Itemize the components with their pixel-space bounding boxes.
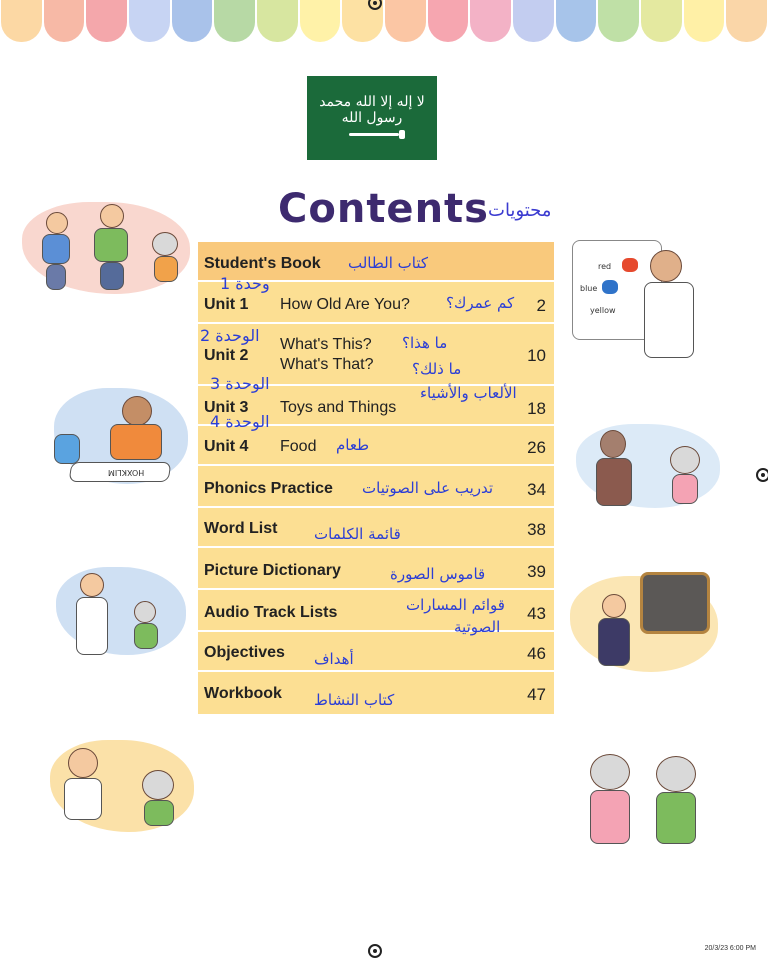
toc-row-workbook[interactable] bbox=[198, 672, 554, 714]
toc-title-arabic: كتاب الطالب bbox=[348, 254, 429, 272]
toc-title-arabic: طعام bbox=[336, 436, 370, 454]
board-label-blue: blue bbox=[580, 284, 598, 293]
toc-row-objectives[interactable] bbox=[198, 632, 554, 672]
page-number: 34 bbox=[527, 480, 546, 499]
page-number: 46 bbox=[527, 644, 546, 663]
toc-title: Phonics Practice bbox=[204, 480, 333, 497]
toc-title-arabic: الألعاب والأشياء bbox=[420, 384, 517, 402]
toc-title-arabic: قاموس الصورة bbox=[390, 565, 486, 583]
toc-title: Picture Dictionary bbox=[204, 562, 341, 579]
scallop bbox=[300, 0, 341, 42]
illustration-two-mice bbox=[568, 748, 718, 852]
registration-mark-icon bbox=[368, 944, 382, 958]
scallop bbox=[684, 0, 725, 42]
desk-label: HOXKLIM bbox=[108, 468, 145, 477]
page-number: 18 bbox=[527, 399, 546, 418]
scallop bbox=[598, 0, 639, 42]
page-number: 43 bbox=[527, 604, 546, 623]
illustration-boy-waving bbox=[50, 565, 190, 665]
scallop bbox=[428, 0, 469, 42]
page-number: 26 bbox=[527, 438, 546, 457]
unit-label: Unit 4 bbox=[204, 438, 249, 455]
sword-icon bbox=[349, 133, 399, 136]
toc-title-arabic: كتاب النشاط bbox=[314, 691, 395, 709]
scallop bbox=[257, 0, 298, 42]
scallop bbox=[470, 0, 511, 42]
saudi-flag bbox=[307, 76, 437, 160]
scallop bbox=[556, 0, 597, 42]
scallop bbox=[641, 0, 682, 42]
scallop bbox=[726, 0, 767, 42]
toc-title-arabic: أهداف bbox=[314, 650, 354, 668]
toc-title-arabic: ما هذا؟ bbox=[402, 334, 448, 352]
toc-title-arabic: قوائم المسارات bbox=[406, 596, 505, 614]
unit-label-arabic: الوحدة 3 bbox=[210, 374, 270, 393]
unit-label-arabic: الوحدة 4 bbox=[210, 412, 270, 431]
timestamp: 20/3/23 6:00 PM bbox=[704, 945, 756, 952]
toc-row-unit-4[interactable] bbox=[198, 412, 554, 466]
flag-script: لا إله إلا الله محمد رسول الله bbox=[319, 94, 425, 126]
toc-row-audio-track-lists[interactable] bbox=[198, 590, 554, 636]
toc-title: What's This? bbox=[280, 336, 372, 353]
board-label-yellow: yellow bbox=[590, 306, 616, 315]
registration-mark-icon bbox=[756, 468, 768, 482]
illustration-boy-drawing bbox=[40, 388, 190, 488]
toc-title-arabic: كم عمرك؟ bbox=[446, 294, 515, 312]
contents-table bbox=[198, 242, 554, 714]
toc-title-arabic-line-2: ما ذلك؟ bbox=[412, 360, 462, 378]
unit-label-arabic: الوحدة 2 bbox=[200, 326, 260, 345]
toc-row-phonics-practice[interactable] bbox=[198, 466, 554, 508]
page-number: 39 bbox=[527, 562, 546, 581]
toc-title: Objectives bbox=[204, 644, 285, 661]
illustration-kids-greeting bbox=[22, 196, 192, 300]
scallop bbox=[44, 0, 85, 42]
page-title-arabic: محتويات bbox=[488, 200, 552, 221]
page-number: 10 bbox=[527, 346, 546, 365]
toc-title: Toys and Things bbox=[280, 399, 397, 416]
toc-title: Food bbox=[280, 438, 317, 455]
toc-title-arabic: قائمة الكلمات bbox=[314, 525, 401, 543]
toc-title: How Old Are You? bbox=[280, 296, 410, 313]
unit-label: Unit 1 bbox=[204, 296, 249, 313]
illustration-boy-blackboard bbox=[570, 566, 720, 678]
scallop bbox=[1, 0, 42, 42]
page-number: 2 bbox=[536, 296, 546, 315]
toc-title: Student's Book bbox=[204, 255, 321, 272]
toc-title-line-2: What's That? bbox=[280, 356, 374, 373]
toc-title: Workbook bbox=[204, 685, 282, 702]
toc-row-picture-dictionary[interactable] bbox=[198, 548, 554, 590]
toc-title-arabic-line-2: الصوتية bbox=[454, 618, 501, 636]
unit-label: Unit 3 bbox=[204, 399, 249, 416]
toc-title-arabic: تدريب على الصوتيات bbox=[362, 479, 494, 497]
scallop bbox=[214, 0, 255, 42]
illustration-teacher-board bbox=[572, 232, 702, 360]
scallop bbox=[129, 0, 170, 42]
unit-label-arabic: وحدة 1 bbox=[220, 274, 270, 293]
toc-row-word-list[interactable] bbox=[198, 508, 554, 548]
page-title: Contents bbox=[278, 186, 489, 232]
scallop bbox=[172, 0, 213, 42]
toc-row-unit-1[interactable] bbox=[198, 274, 554, 324]
illustration-boy-and-mouse bbox=[46, 740, 196, 850]
scallop bbox=[86, 0, 127, 42]
scallop bbox=[385, 0, 426, 42]
illustration-girl-and-mouse bbox=[572, 418, 722, 518]
page-number: 47 bbox=[527, 685, 546, 704]
scalloped-border bbox=[0, 0, 768, 48]
scallop bbox=[513, 0, 554, 42]
toc-title: Word List bbox=[204, 520, 278, 537]
unit-label: Unit 2 bbox=[204, 347, 249, 364]
toc-title: Audio Track Lists bbox=[204, 604, 338, 621]
page-number: 38 bbox=[527, 520, 546, 539]
board-label-red: red bbox=[598, 262, 612, 271]
